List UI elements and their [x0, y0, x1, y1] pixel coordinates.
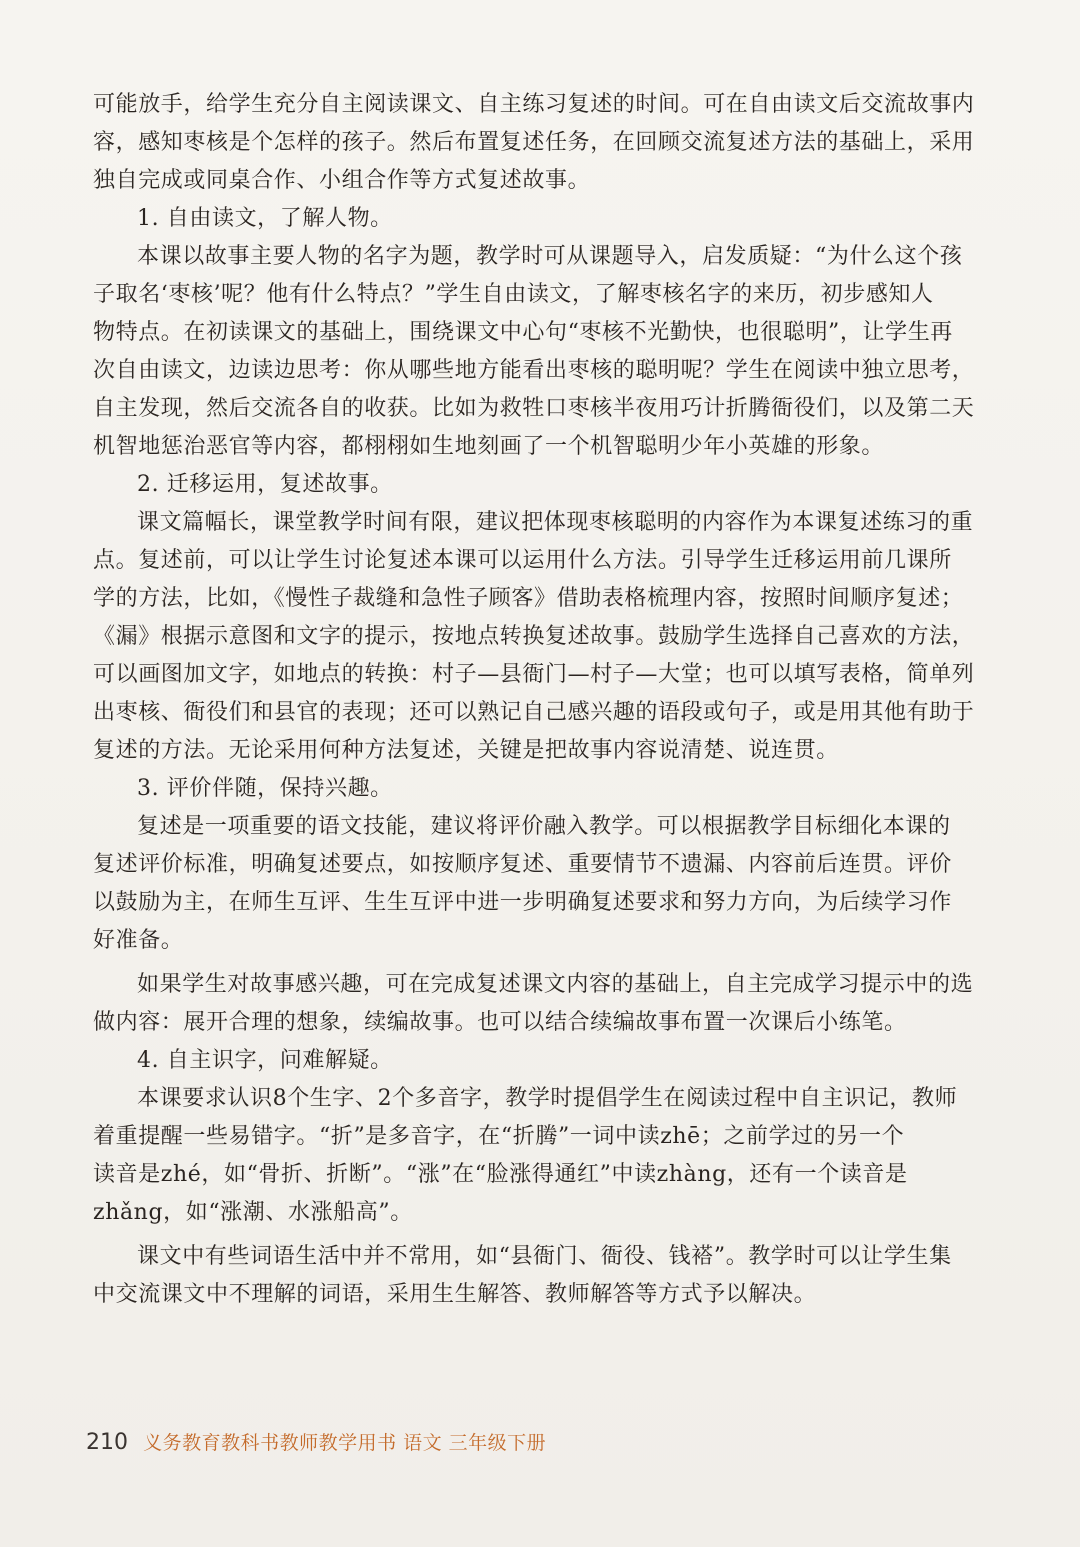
- paragraph-line: 学的方法，比如，《慢性子裁缝和急性子顾客》借助表格梳理内容，按照时间顺序复述；: [93, 586, 964, 611]
- paragraph-line: 如果学生对故事感兴趣，可在完成复述课文内容的基础上，自主完成学习提示中的选: [137, 972, 974, 997]
- paragraph-line: 次自由读文，边读边思考：你从哪些地方能看出枣核的聪明呢？学生在阅读中独立思考，: [93, 358, 975, 383]
- paragraph-line: 出枣核、衙役们和县官的表现；还可以熟记自己感兴趣的语段或句子，或是用其他有助于: [93, 700, 975, 725]
- paragraph-line: zhǎng，如“涨潮、水涨船高”。: [93, 1200, 413, 1225]
- book-title: 义务教育教科书教师教学用书 语文 三年级下册: [143, 1432, 547, 1454]
- paragraph-line: 课文篇幅长，课堂教学时间有限，建议把体现枣核聪明的内容作为本课复述练习的重: [137, 510, 974, 535]
- page-footer: [86, 1427, 546, 1459]
- paragraph-line: 做内容：展开合理的想象，续编故事。也可以结合续编故事布置一次课后小练笔。: [93, 1010, 907, 1035]
- paragraph-line: 点。复述前，可以让学生讨论复述本课可以运用什么方法。引导学生迁移运用前几课所: [93, 548, 952, 573]
- paragraph-line: 容，感知枣核是个怎样的孩子。然后布置复述任务，在回顾交流复述方法的基础上，采用: [93, 130, 975, 155]
- paragraph-line: 可以画图加文字，如地点的转换：村子—县衙门—村子—大堂；也可以填写表格，简单列: [93, 662, 975, 687]
- paragraph-line: 子取名‘枣核’呢？他有什么特点？”学生自由读文，了解枣核名字的来历，初步感知人: [93, 282, 934, 307]
- paragraph-line: 机智地惩治恶官等内容，都栩栩如生地刻画了一个机智聪明少年小英雄的形象。: [93, 434, 885, 459]
- paragraph-line: 可能放手，给学生充分自主阅读课文、自主练习复述的时间。可在自由读文后交流故事内: [93, 92, 975, 117]
- section-heading-4: 4. 自主识字，问难解疑。: [137, 1048, 393, 1073]
- section-heading-3: 3. 评价伴随，保持兴趣。: [137, 776, 393, 801]
- paragraph-line: 自主发现，然后交流各自的收获。比如为救牲口枣核半夜用巧计折腾衙役们，以及第二天: [93, 396, 975, 421]
- paragraph-line: 好准备。: [93, 928, 184, 953]
- page-number: 210: [86, 1430, 128, 1455]
- body-text: [93, 86, 993, 1314]
- section-heading-2: 2. 迁移运用，复述故事。: [137, 472, 393, 497]
- paragraph-line: 物特点。在初读课文的基础上，围绕课文中心句“枣核不光勤快，也很聪明”，让学生再: [93, 320, 953, 345]
- paragraph-line: 独自完成或同桌合作、小组合作等方式复述故事。: [93, 168, 591, 193]
- paragraph-line: 读音是zhé，如“骨折、折断”。“涨”在“脸涨得通红”中读zhàng，还有一个读音是: [93, 1162, 908, 1187]
- section-heading-1: 1. 自由读文，了解人物。: [137, 206, 393, 231]
- paragraph-line: 复述的方法。无论采用何种方法复述，关键是把故事内容说清楚、说连贯。: [93, 738, 839, 763]
- paragraph-line: 以鼓励为主，在师生互评、生生互评中进一步明确复述要求和努力方向，为后续学习作: [93, 890, 952, 915]
- paragraph-line: 《漏》根据示意图和文字的提示，按地点转换复述故事。鼓励学生选择自己喜欢的方法，: [93, 624, 975, 649]
- paragraph-line: 着重提醒一些易错字。“折”是多音字，在“折腾”一词中读zhē；之前学过的另一个: [93, 1124, 905, 1149]
- paragraph-line: 复述评价标准，明确复述要点，如按顺序复述、重要情节不遗漏、内容前后连贯。评价: [93, 852, 952, 877]
- paragraph-line: 本课要求认识8个生字、2个多音字，教学时提倡学生在阅读过程中自主识记，教师: [137, 1086, 958, 1111]
- paragraph-line: 课文中有些词语生活中并不常用，如“县衙门、衙役、钱褡”。教学时可以让学生集: [137, 1244, 952, 1269]
- paragraph-line: 本课以故事主要人物的名字为题，教学时可从课题导入，启发质疑：“为什么这个孩: [137, 244, 963, 269]
- paragraph-line: 复述是一项重要的语文技能，建议将评价融入教学。可以根据教学目标细化本课的: [137, 814, 951, 839]
- paragraph-line: 中交流课文中不理解的词语，采用生生解答、教师解答等方式予以解决。: [93, 1282, 817, 1307]
